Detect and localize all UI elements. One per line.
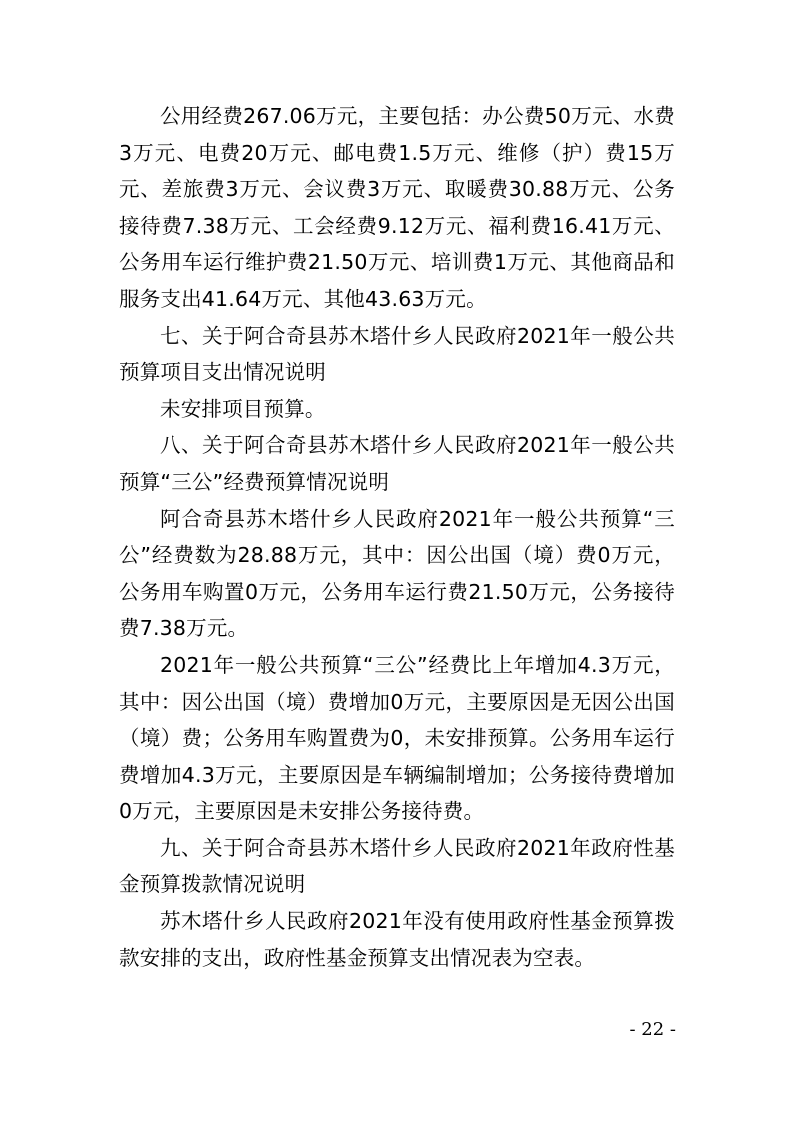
heading-section-seven: 七、关于阿合奇县苏木塔什乡人民政府2021年一般公共预算项目支出情况说明 <box>119 323 675 385</box>
heading-section-nine: 九、关于阿合奇县苏木塔什乡人民政府2021年政府性基金预算拨款情况说明 <box>119 835 675 897</box>
page-number: - 22 - <box>629 1019 676 1040</box>
paragraph-government-fund: 苏木塔什乡人民政府2021年没有使用政府性基金预算拨款安排的支出，政府性基金预算支出情况表为空表。 <box>119 909 675 970</box>
paragraph-three-public-change: 2021年一般公共预算“三公”经费比上年增加4.3万元，其中：因公出国（境）费增加0万元，主要原因是无因公出国（境）费；公务用车购置费为0，未安排预算。公务用车运行费增加4.3万元，主要原因是车辆编制增加；公务接待费增加0万元，主要原因是未安排公务接待费。 <box>119 652 675 824</box>
paragraph-no-project-budget: 未安排项目预算。 <box>160 396 326 421</box>
paragraph-public-expenses: 公用经费267.06万元，主要包括：办公费50万元、水费3万元、电费20万元、邮电费1.5万元、维修（护）费15万元、差旅费3万元、会议费3万元、取暖费30.88万元、公务接待费7.38万元、工会经费9.12万元、福利费16.41万元、公务用车运行维护费21.50万元、培训费1万元、其他商品和服务支出41.64万元、其他43.63万元。 <box>119 104 675 311</box>
document-body <box>119 98 675 976</box>
paragraph-three-public-total: 阿合奇县苏木塔什乡人民政府2021年一般公共预算“三公”经费数为28.88万元，其中：因公出国（境）费0万元，公务用车购置0万元，公务用车运行费21.50万元，公务接待费7.38万元。 <box>119 506 675 641</box>
heading-section-eight: 八、关于阿合奇县苏木塔什乡人民政府2021年一般公共预算“三公”经费预算情况说明 <box>119 433 675 494</box>
